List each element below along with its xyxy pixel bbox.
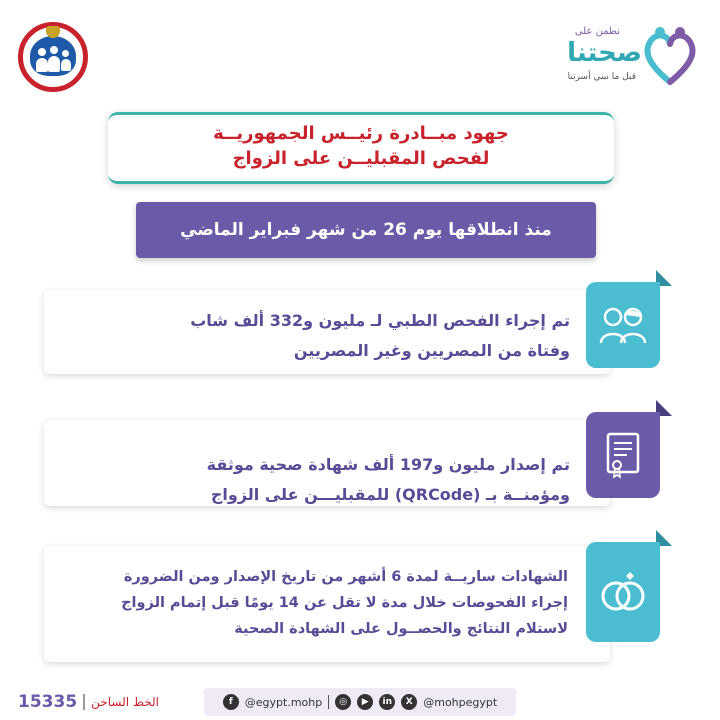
fact-line-1: تم إصدار مليون و197 ألف شهادة صحية موثقة bbox=[206, 455, 570, 474]
fact-icon-box bbox=[586, 282, 660, 368]
title-line-1: جهود مبــادرة رئيــس الجمهوريــة bbox=[213, 123, 509, 144]
campaign-brand: صحتنا bbox=[567, 38, 642, 68]
fact-text bbox=[70, 564, 568, 642]
fact-text bbox=[70, 306, 570, 366]
date-banner-text: منذ انطلاقها يوم 26 من شهر فبراير الماضي bbox=[180, 220, 552, 240]
fact-line-3: لاستلام النتائج والحصــول على الشهادة الصحية bbox=[234, 621, 568, 637]
certificate-icon bbox=[605, 431, 641, 479]
fact-text bbox=[70, 450, 570, 510]
x-icon[interactable]: X bbox=[401, 694, 417, 710]
title-line-2: لفحص المقبليــن على الزواج bbox=[232, 148, 490, 169]
fact-certificates bbox=[0, 410, 720, 510]
fact-medical-exams bbox=[0, 282, 720, 378]
fact-certificate-validity bbox=[0, 540, 720, 666]
heart-logo-icon bbox=[640, 24, 700, 88]
ministry-logo bbox=[18, 22, 88, 92]
date-banner bbox=[136, 202, 596, 258]
linkedin-icon[interactable]: in bbox=[379, 694, 395, 710]
campaign-tagline-bottom: قبل ما نبني أسرتنا bbox=[567, 72, 636, 82]
fact-icon-box bbox=[586, 542, 660, 642]
facebook-handle[interactable]: @egypt.mohp bbox=[244, 695, 323, 709]
fact-line-1: الشهادات ساريــة لمدة 6 أشهر من تاريخ الإصدار ومن الضرورة bbox=[123, 569, 568, 585]
rings-icon bbox=[598, 570, 648, 614]
footer bbox=[0, 686, 720, 720]
instagram-icon[interactable]: ◎ bbox=[335, 694, 351, 710]
social-handle[interactable]: @mohpegypt bbox=[423, 695, 498, 709]
youtube-icon[interactable]: ▶ bbox=[357, 694, 373, 710]
fact-line-2: وفتاة من المصريين وغير المصريين bbox=[293, 341, 570, 360]
facebook-icon[interactable]: f bbox=[223, 694, 239, 710]
social-bar bbox=[204, 688, 516, 716]
couple-icon bbox=[599, 305, 647, 345]
fact-line-1: تم إجراء الفحص الطبي لـ مليون و332 ألف شاب bbox=[190, 311, 570, 330]
hotline-number: 15335 bbox=[18, 692, 78, 712]
campaign-logo bbox=[510, 20, 700, 90]
title-card bbox=[108, 112, 614, 184]
fact-line-2: ومؤمنــة بـ (QRCode) للمقبليـــن على الزواج bbox=[210, 485, 570, 504]
fact-line-2: إجراء الفحوصات خلال مدة لا تقل عن 14 يومًا قبل إتمام الزواج bbox=[121, 595, 568, 611]
hotline bbox=[18, 692, 159, 712]
campaign-tagline-top: نطمن على bbox=[574, 26, 620, 37]
fact-icon-box bbox=[586, 412, 660, 498]
hotline-label: الخط الساخن bbox=[91, 695, 160, 709]
